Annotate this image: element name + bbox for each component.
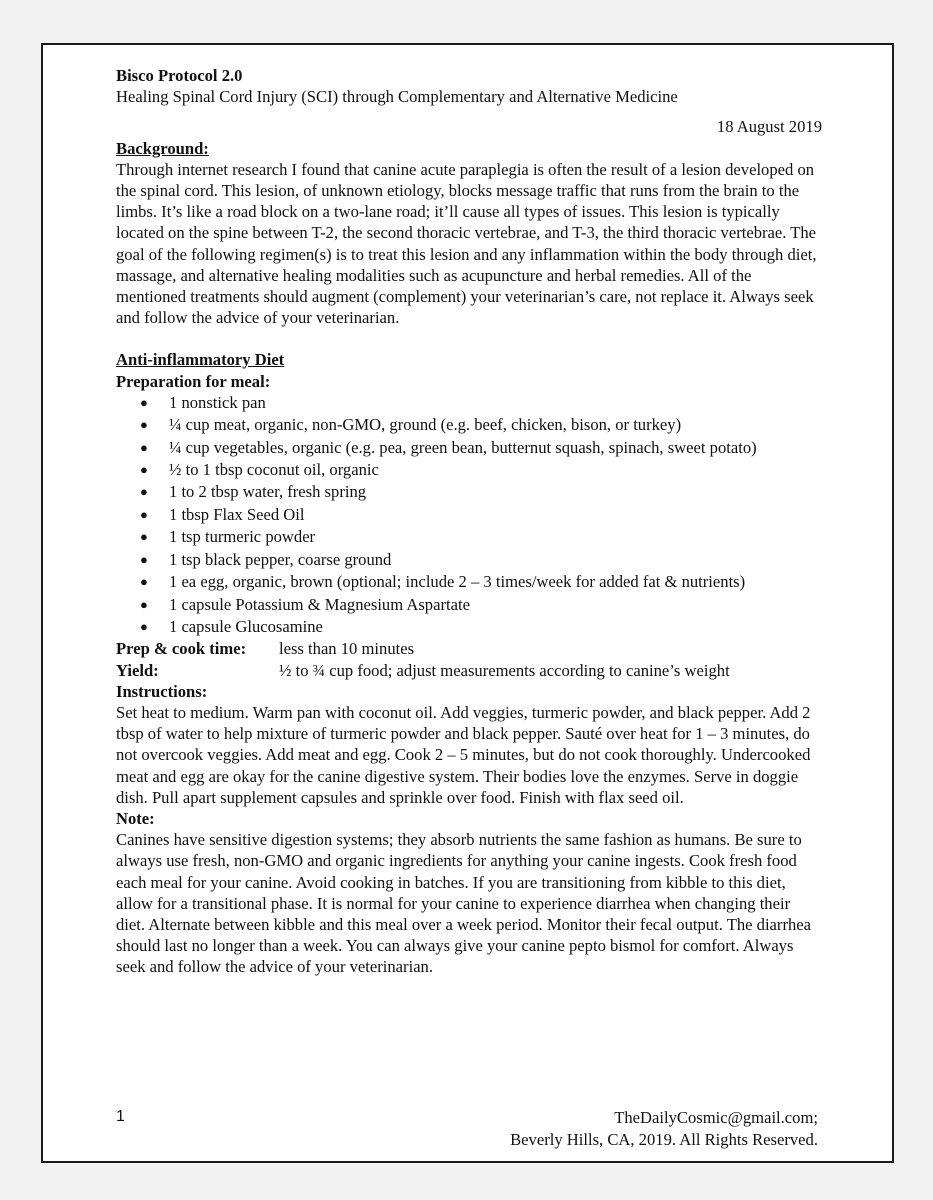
document-title: Bisco Protocol 2.0 — [116, 66, 243, 85]
instructions-heading: Instructions: — [116, 681, 208, 701]
note-heading: Note: — [116, 808, 155, 828]
list-item: ● 1 capsule Potassium & Magnesium Aspartate — [116, 594, 822, 616]
list-item: ● 1 capsule Glucosamine — [116, 616, 822, 638]
bullet-icon: ● — [140, 462, 148, 478]
bullet-icon: ● — [140, 506, 148, 522]
footer-contact — [510, 1107, 818, 1150]
background-heading: Background: — [116, 138, 209, 158]
yield-value: ½ to ¾ cup food; adjust measurements according to canine’s weight — [279, 660, 730, 680]
list-item: ● ¼ cup meat, organic, non-GMO, ground (e.g. beef, chicken, bison, or turkey) — [116, 414, 822, 436]
bullet-icon: ● — [140, 439, 148, 455]
bullet-icon: ● — [140, 484, 148, 500]
list-item: ● 1 to 2 tbsp water, fresh spring — [116, 481, 822, 503]
bullet-icon: ● — [140, 551, 148, 567]
bullet-icon: ● — [140, 417, 148, 433]
document-content — [116, 65, 822, 978]
document-page — [41, 43, 894, 1163]
document-date: 18 August 2019 — [716, 117, 822, 137]
list-item: ● 1 tsp turmeric powder — [116, 526, 822, 548]
footer-email: TheDailyCosmic@gmail.com; — [614, 1108, 818, 1127]
instructions-paragraph: Set heat to medium. Warm pan with coconut oil. Add veggies, turmeric powder, and black pepper. Add 2 tbsp of water to help mixture of turmeric powder and black pepper. Sauté over heat for 1 – 3 minutes, do not overcook veggies. Add meat and egg. Cook 2 – 5 minutes, but do not cook thoroughly. Undercooked meat and egg are okay for the canine digestive system. Their bodies love the enzymes. Serve in doggie dish. Pull apart supplement capsules and sprinkle over food. Finish with flax seed oil. — [116, 702, 811, 807]
page-number: 1 — [116, 1108, 125, 1125]
bullet-icon: ● — [140, 596, 148, 612]
prep-time-label: Prep & cook time: — [116, 639, 247, 659]
bullet-icon: ● — [140, 618, 148, 634]
prep-time-value: less than 10 minutes — [279, 639, 415, 659]
bullet-icon: ● — [140, 394, 148, 410]
footer-copyright: Beverly Hills, CA, 2019. All Rights Reserved. — [510, 1129, 818, 1149]
document-subtitle: Healing Spinal Cord Injury (SCI) through Complementary and Alternative Medicine — [116, 87, 678, 107]
list-item: ● ½ to 1 tbsp coconut oil, organic — [116, 459, 822, 481]
list-item: ● 1 tbsp Flax Seed Oil — [116, 504, 822, 526]
bullet-icon: ● — [140, 529, 148, 545]
note-paragraph: Canines have sensitive digestion systems; they absorb nutrients the same fashion as humans. Be sure to always use fresh, non-GMO and organic ingredients for anything your canine ingests. Cook fresh food each meal for your canine. Avoid cooking in batches. If you are transitioning from kibble to this diet, allow for a transitional phase. It is normal for your canine to experience diarrhea when changing their diet. Alternate between kibble and this meal over a week period. Monitor their fecal output. The diarrhea should last no longer than a week. You can always give your canine pepto bismol for comfort. Always seek and follow the advice of your veterinarian. — [116, 830, 812, 977]
prep-heading: Preparation for meal: — [116, 371, 271, 391]
yield-row — [116, 660, 822, 681]
background-paragraph: Through internet research I found that canine acute paraplegia is often the result of a lesion developed on the spinal cord. This lesion, of unknown etiology, blocks message traffic that runs from the brain to the limbs. It’s like a road block on a two-lane road; it’ll cause all types of issues. This lesion is typically located on the spine between T-2, the second thoracic vertebrae, and T-3, the third thoracic vertebrae. The goal of the following regimen(s) is to treat this lesion and any inflammation within the body through diet, massage, and alternative healing modalities such as acupuncture and herbal remedies. All of the mentioned treatments should augment (complement) your veterinarian’s care, not replace it. Always seek and follow the advice of your veterinarian. — [116, 159, 817, 328]
list-item: ● 1 ea egg, organic, brown (optional; include 2 – 3 times/week for added fat & nutrients) — [116, 571, 822, 593]
list-item: ● 1 tsp black pepper, coarse ground — [116, 549, 822, 571]
bullet-icon: ● — [140, 574, 148, 590]
list-item: ● ¼ cup vegetables, organic (e.g. pea, green bean, butternut squash, spinach, sweet potato) — [116, 437, 822, 459]
diet-heading: Anti-inflammatory Diet — [116, 350, 285, 370]
prep-time-row — [116, 638, 822, 659]
ingredient-list — [116, 392, 822, 638]
list-item: ● 1 nonstick pan — [116, 392, 822, 414]
yield-label: Yield: — [116, 660, 159, 680]
